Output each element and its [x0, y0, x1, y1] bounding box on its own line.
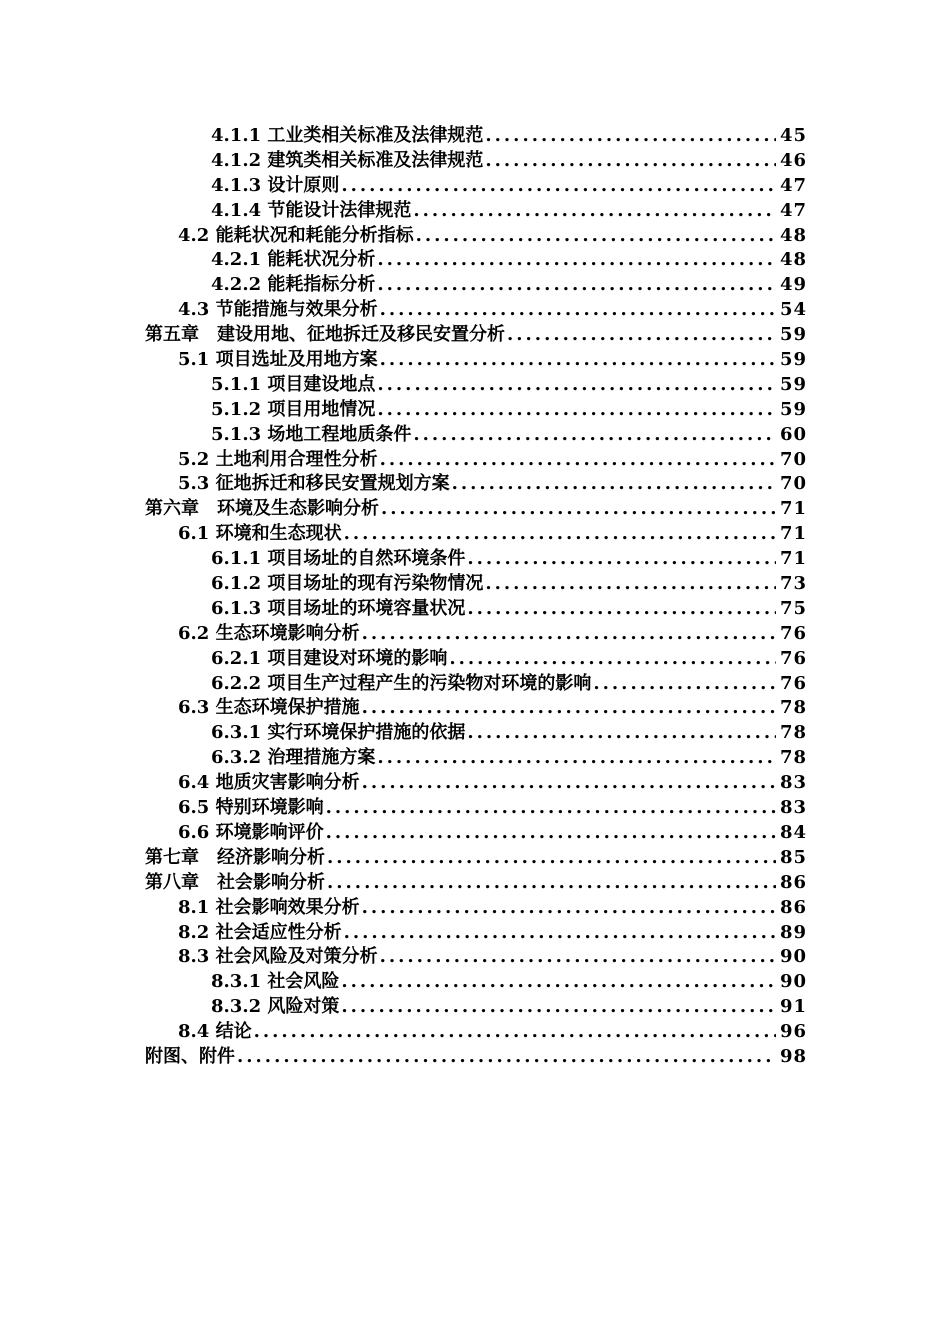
toc-dot-leader	[467, 597, 776, 622]
toc-dot-leader	[377, 248, 776, 273]
toc-entry[interactable]	[145, 448, 807, 473]
toc-dot-leader	[362, 771, 776, 796]
toc-entry[interactable]	[145, 348, 807, 373]
toc-dot-leader	[416, 224, 776, 249]
toc-entry-title: 8.4 结论	[178, 1021, 252, 1043]
toc-entry-page-number: 46	[779, 149, 807, 171]
toc-entry[interactable]	[145, 398, 807, 423]
toc-entry-page-number: 59	[779, 324, 807, 346]
toc-dot-leader	[380, 348, 776, 373]
toc-entry[interactable]	[145, 970, 807, 995]
toc-entry-title: 6.2.2 项目生产过程产生的污染物对环境的影响	[211, 672, 592, 694]
toc-entry-title: 6.2 生态环境影响分析	[178, 622, 360, 644]
toc-entry-title: 6.1.1 项目场址的自然环境条件	[211, 548, 466, 570]
toc-entry-title: 6.5 特别环境影响	[178, 797, 324, 819]
toc-entry-page-number: 45	[779, 125, 807, 146]
toc-entry-page-number: 47	[779, 199, 807, 221]
toc-entry[interactable]	[145, 373, 807, 398]
toc-entry-title: 6.2.1 项目建设对环境的影响	[211, 647, 448, 669]
toc-dot-leader	[593, 672, 776, 697]
toc-entry-title: 5.1 项目选址及用地方案	[178, 349, 378, 371]
toc-entry[interactable]	[145, 921, 807, 946]
toc-entry[interactable]	[145, 522, 807, 547]
toc-entry-title: 第七章 经济影响分析	[145, 846, 325, 868]
toc-entry-title: 6.3.2 治理措施方案	[211, 747, 376, 769]
toc-entry-page-number: 49	[779, 274, 807, 296]
toc-dot-leader	[327, 871, 776, 896]
toc-dot-leader	[381, 497, 776, 522]
toc-entry[interactable]	[145, 273, 807, 298]
toc-entry-page-number: 90	[779, 946, 807, 968]
toc-entry[interactable]	[145, 572, 807, 597]
toc-entry-title: 4.1.1 工业类相关标准及法律规范	[211, 125, 484, 146]
toc-entry[interactable]	[145, 647, 807, 672]
toc-dot-leader	[485, 572, 776, 597]
toc-entry-page-number: 59	[779, 398, 807, 420]
toc-entry[interactable]	[145, 149, 807, 174]
toc-entry-page-number: 78	[779, 722, 807, 744]
toc-dot-leader	[377, 373, 776, 398]
toc-entry-page-number: 98	[779, 1045, 807, 1067]
toc-entry-page-number: 71	[779, 523, 807, 545]
toc-entry-page-number: 83	[779, 772, 807, 794]
toc-dot-leader	[237, 1045, 776, 1070]
toc-dot-leader	[380, 945, 776, 970]
toc-entry-page-number: 76	[779, 672, 807, 694]
toc-entry-page-number: 54	[779, 299, 807, 321]
toc-entry[interactable]	[145, 224, 807, 249]
toc-entry[interactable]	[145, 124, 807, 149]
toc-entry-page-number: 59	[779, 373, 807, 395]
toc-entry[interactable]	[145, 1045, 807, 1070]
toc-entry-title: 4.2.1 能耗状况分析	[211, 249, 376, 271]
toc-dot-leader	[413, 199, 776, 224]
toc-entry[interactable]	[145, 248, 807, 273]
toc-dot-leader	[326, 796, 776, 821]
toc-dot-leader	[507, 323, 776, 348]
toc-entry-page-number: 48	[779, 224, 807, 246]
toc-dot-leader	[344, 522, 776, 547]
toc-entry-title: 5.1.3 场地工程地质条件	[211, 423, 412, 445]
toc-entry-title: 4.1.4 节能设计法律规范	[211, 199, 412, 221]
toc-entry[interactable]	[145, 1020, 807, 1045]
toc-entry-title: 4.3 节能措施与效果分析	[178, 299, 378, 321]
toc-entry-title: 8.3 社会风险及对策分析	[178, 946, 378, 968]
toc-entry[interactable]	[145, 896, 807, 921]
toc-entry-title: 6.1.3 项目场址的环境容量状况	[211, 597, 466, 619]
toc-dot-leader	[380, 298, 776, 323]
toc-dot-leader	[380, 448, 776, 473]
toc-entry-page-number: 75	[779, 597, 807, 619]
toc-dot-leader	[485, 124, 776, 149]
toc-entry-title: 4.1.2 建筑类相关标准及法律规范	[211, 149, 484, 171]
toc-entry-title: 5.3 征地拆迁和移民安置规划方案	[178, 473, 450, 495]
toc-entry[interactable]	[145, 995, 807, 1020]
toc-entry[interactable]	[145, 696, 807, 721]
toc-entry-page-number: 78	[779, 747, 807, 769]
toc-dot-leader	[344, 921, 776, 946]
toc-entry[interactable]	[145, 796, 807, 821]
toc-entry-page-number: 86	[779, 871, 807, 893]
toc-entry-title: 4.2 能耗状况和耗能分析指标	[178, 224, 414, 246]
toc-entry-page-number: 71	[779, 498, 807, 520]
toc-entry-page-number: 86	[779, 896, 807, 918]
toc-dot-leader	[377, 273, 776, 298]
toc-entry-title: 8.2 社会适应性分析	[178, 921, 342, 943]
toc-entry[interactable]	[145, 597, 807, 622]
toc-entry[interactable]	[145, 199, 807, 224]
toc-entry[interactable]	[145, 746, 807, 771]
table-of-contents	[145, 124, 807, 1070]
toc-entry-title: 8.3.2 风险对策	[211, 996, 340, 1018]
toc-entry-title: 6.4 地质灾害影响分析	[178, 772, 360, 794]
toc-entry-title: 6.1 环境和生态现状	[178, 523, 342, 545]
toc-entry-title: 第五章 建设用地、征地拆迁及移民安置分析	[145, 324, 505, 346]
toc-dot-leader	[362, 622, 776, 647]
toc-entry-page-number: 91	[779, 996, 807, 1018]
toc-entry-page-number: 48	[779, 249, 807, 271]
toc-entry-page-number: 73	[779, 573, 807, 595]
toc-dot-leader	[341, 174, 776, 199]
toc-dot-leader	[467, 547, 776, 572]
toc-dot-leader	[254, 1020, 776, 1045]
toc-dot-leader	[377, 398, 776, 423]
toc-dot-leader	[485, 149, 776, 174]
toc-entry[interactable]	[145, 622, 807, 647]
toc-entry[interactable]	[145, 945, 807, 970]
toc-entry[interactable]	[145, 547, 807, 572]
toc-dot-leader	[341, 995, 776, 1020]
toc-entry[interactable]	[145, 871, 807, 896]
toc-entry[interactable]	[145, 821, 807, 846]
toc-entry[interactable]	[145, 323, 807, 348]
toc-dot-leader	[377, 746, 776, 771]
toc-entry-title: 5.1.1 项目建设地点	[211, 373, 376, 395]
toc-entry-page-number: 60	[779, 423, 807, 445]
toc-entry-page-number: 83	[779, 797, 807, 819]
toc-dot-leader	[467, 721, 776, 746]
toc-entry-title: 4.2.2 能耗指标分析	[211, 274, 376, 296]
toc-entry-page-number: 70	[779, 448, 807, 470]
toc-entry-page-number: 59	[779, 349, 807, 371]
toc-entry-page-number: 78	[779, 697, 807, 719]
toc-entry-page-number: 47	[779, 174, 807, 196]
toc-dot-leader	[327, 846, 776, 871]
toc-entry[interactable]	[145, 771, 807, 796]
toc-entry-title: 8.3.1 社会风险	[211, 971, 340, 993]
toc-entry-page-number: 90	[779, 971, 807, 993]
toc-entry-page-number: 89	[779, 921, 807, 943]
toc-entry[interactable]	[145, 721, 807, 746]
toc-entry-title: 附图、附件	[145, 1045, 235, 1067]
toc-entry[interactable]	[145, 298, 807, 323]
toc-dot-leader	[449, 647, 776, 672]
toc-entry-title: 6.3.1 实行环境保护措施的依据	[211, 722, 466, 744]
toc-entry-title: 5.1.2 项目用地情况	[211, 398, 376, 420]
toc-entry-title: 第六章 环境及生态影响分析	[145, 498, 379, 520]
toc-entry-title: 8.1 社会影响效果分析	[178, 896, 360, 918]
toc-entry-title: 第八章 社会影响分析	[145, 871, 325, 893]
toc-dot-leader	[452, 472, 776, 497]
toc-entry-title: 6.6 环境影响评价	[178, 821, 324, 843]
toc-entry[interactable]	[145, 472, 807, 497]
toc-dot-leader	[341, 970, 776, 995]
toc-entry[interactable]	[145, 174, 807, 199]
toc-entry[interactable]	[145, 672, 807, 697]
toc-entry-title: 5.2 土地利用合理性分析	[178, 448, 378, 470]
toc-dot-leader	[362, 896, 776, 921]
toc-dot-leader	[362, 696, 776, 721]
toc-entry[interactable]	[145, 497, 807, 522]
toc-entry[interactable]	[145, 423, 807, 448]
toc-dot-leader	[413, 423, 776, 448]
toc-entry-title: 4.1.3 设计原则	[211, 174, 340, 196]
toc-dot-leader	[326, 821, 776, 846]
toc-entry-page-number: 71	[779, 548, 807, 570]
toc-entry-page-number: 76	[779, 647, 807, 669]
toc-entry-title: 6.3 生态环境保护措施	[178, 697, 360, 719]
toc-entry-title: 6.1.2 项目场址的现有污染物情况	[211, 573, 484, 595]
toc-entry-page-number: 96	[779, 1021, 807, 1043]
toc-entry-page-number: 76	[779, 622, 807, 644]
toc-entry[interactable]	[145, 846, 807, 871]
toc-entry-page-number: 85	[779, 846, 807, 868]
toc-entry-page-number: 70	[779, 473, 807, 495]
toc-entry-page-number: 84	[779, 821, 807, 843]
